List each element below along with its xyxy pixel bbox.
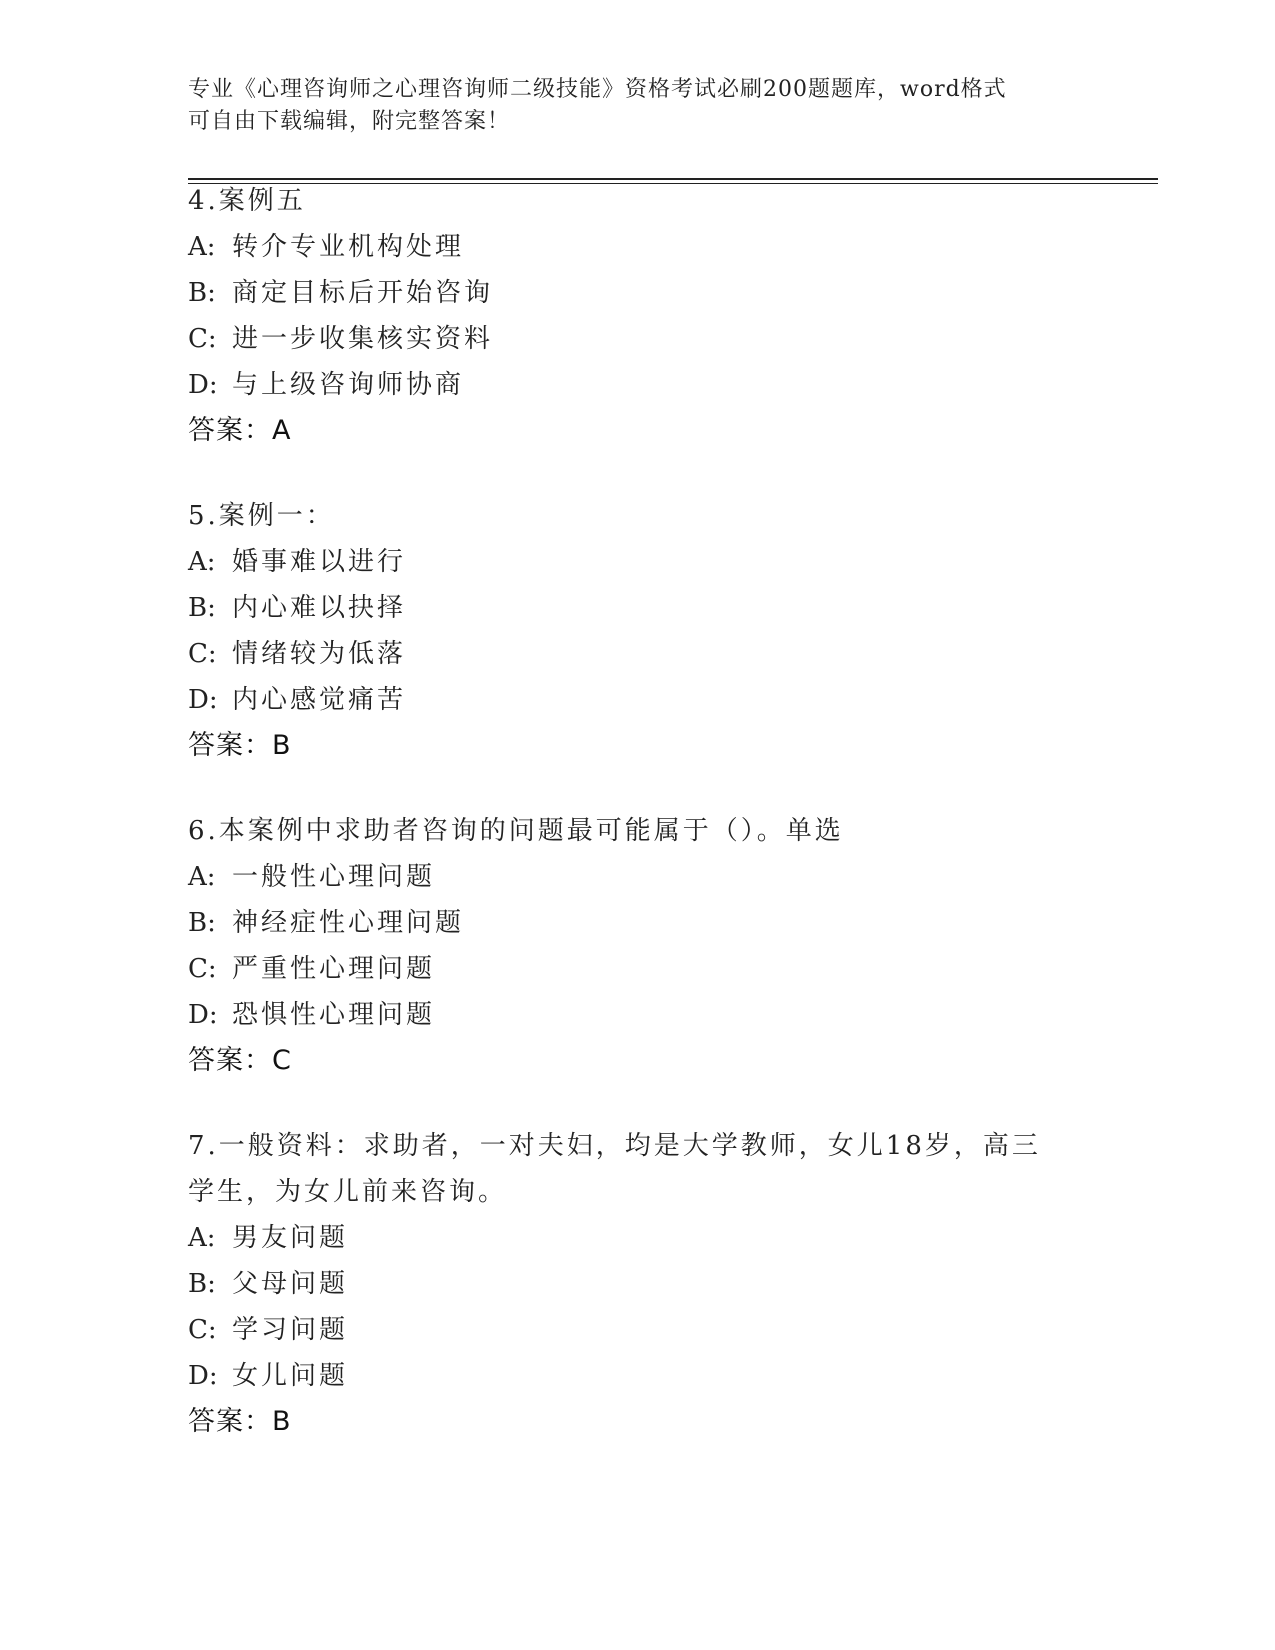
option-b [188, 585, 1088, 631]
option-letter: D: [188, 1361, 218, 1391]
option-letter: A: [188, 232, 216, 262]
option-text: 内心难以抉择 [232, 593, 407, 623]
question-title: 7.一般资料：求助者，一对夫妇，均是大学教师，女儿18岁，高三学生，为女儿前来咨询。 [188, 1131, 1041, 1207]
option-c [188, 946, 1088, 992]
option-d [188, 992, 1088, 1038]
option-letter: D: [188, 1000, 218, 1030]
answer-label: 答案：C [188, 1045, 292, 1076]
answer-label: 答案：B [188, 730, 292, 761]
question-title: 6.本案例中求助者咨询的问题最可能属于（）。单选 [188, 816, 844, 846]
option-letter: D: [188, 685, 218, 715]
option-b [188, 270, 1088, 316]
document-page [188, 0, 1158, 1650]
option-text: 神经症性心理问题 [232, 908, 465, 938]
option-text: 与上级咨询师协商 [232, 370, 465, 400]
option-text: 进一步收集核实资料 [232, 324, 494, 354]
option-text: 商定目标后开始咨询 [232, 278, 494, 308]
question-7 [188, 1123, 1088, 1445]
option-b [188, 900, 1088, 946]
option-c [188, 316, 1088, 362]
option-a [188, 1215, 1088, 1261]
option-text: 父母问题 [232, 1269, 349, 1299]
option-d [188, 362, 1088, 408]
option-c [188, 1307, 1088, 1353]
option-d [188, 677, 1088, 723]
option-text: 转介专业机构处理 [232, 232, 465, 262]
header-line-2: 可自由下载编辑，附完整答案！ [188, 109, 511, 134]
option-text: 恐惧性心理问题 [232, 1000, 436, 1030]
answer-label: 答案：B [188, 1406, 292, 1437]
option-b [188, 1261, 1088, 1307]
option-letter: C: [188, 639, 217, 669]
option-letter: C: [188, 1315, 217, 1345]
option-text: 一般性心理问题 [232, 862, 436, 892]
option-text: 男友问题 [232, 1223, 349, 1253]
option-text: 学习问题 [232, 1315, 349, 1345]
question-title: 5.案例一： [188, 501, 335, 531]
question-title: 4.案例五 [188, 186, 306, 216]
option-c [188, 631, 1088, 677]
option-text: 内心感觉痛苦 [232, 685, 407, 715]
option-a [188, 539, 1088, 585]
option-text: 女儿问题 [232, 1361, 349, 1391]
option-text: 严重性心理问题 [232, 954, 436, 984]
option-letter: B: [188, 593, 216, 623]
option-letter: A: [188, 1223, 216, 1253]
option-letter: B: [188, 278, 216, 308]
option-text: 婚事难以进行 [232, 547, 407, 577]
option-a [188, 854, 1088, 900]
option-text: 情绪较为低落 [232, 639, 407, 669]
question-6 [188, 808, 1088, 1084]
question-5 [188, 493, 1088, 769]
option-letter: C: [188, 324, 217, 354]
option-d [188, 1353, 1088, 1399]
answer-label: 答案：A [188, 415, 292, 446]
document-header [188, 74, 1068, 138]
option-letter: C: [188, 954, 217, 984]
option-letter: D: [188, 370, 218, 400]
option-letter: A: [188, 547, 216, 577]
header-line-1: 专业《心理咨询师之心理咨询师二级技能》资格考试必刷200题题库，word格式 [188, 77, 1007, 102]
option-letter: B: [188, 908, 216, 938]
option-letter: B: [188, 1269, 216, 1299]
option-letter: A: [188, 862, 216, 892]
option-a [188, 224, 1088, 270]
question-4 [188, 178, 1088, 454]
